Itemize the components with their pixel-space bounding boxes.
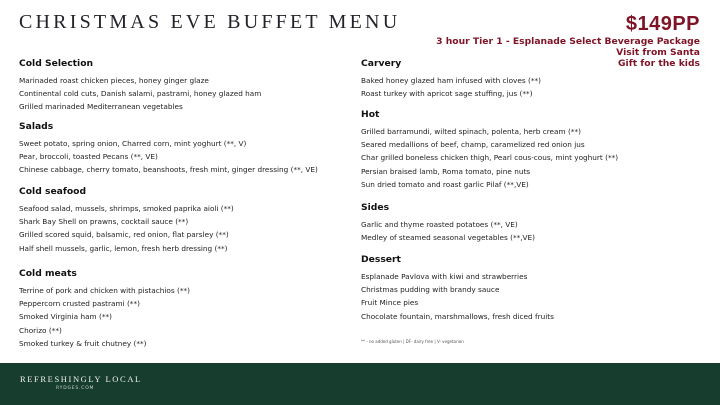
- section-heading: Cold meats: [19, 268, 77, 279]
- menu-item: Peppercorn crusted pastrami (**): [19, 299, 140, 309]
- section-dessert: [361, 254, 691, 323]
- menu-item: Grilled marinaded Mediterranean vegetables: [19, 102, 183, 112]
- section-cold-seafood: [19, 186, 349, 255]
- menu-item: Baked honey glazed ham infused with cloves (**): [361, 76, 541, 85]
- section-heading: Dessert: [361, 254, 401, 265]
- menu-item: Christmas pudding with brandy sauce: [361, 285, 500, 295]
- menu-item: Continental cold cuts, Danish salami, pastrami, honey glazed ham: [19, 89, 262, 99]
- brand-tagline: REFRESHINGLY LOCAL: [20, 374, 142, 384]
- section-heading: Sides: [361, 202, 390, 213]
- offer-beverage-package: 3 hour Tier 1 - Esplanade Select Beverage Package: [436, 36, 700, 47]
- menu-item: Seafood salad, mussels, shrimps, smoked paprika aioli (**): [19, 204, 234, 213]
- menu-item: Garlic and thyme roasted potatoes (**, VE): [361, 220, 518, 229]
- section-sides: [361, 202, 691, 244]
- menu-item: Chocolate fountain, marshmallows, fresh diced fruits: [361, 311, 554, 321]
- menu-item: Esplanade Pavlova with kiwi and strawberries: [361, 272, 528, 281]
- section-heading: Salads: [19, 121, 54, 132]
- menu-item: Medley of steamed seasonal vegetables (**,VE): [361, 233, 536, 243]
- menu-item: Sweet potato, spring onion, Charred corn, mint yoghurt (**, V): [19, 139, 247, 148]
- menu-item: Roast turkey with apricot sage stuffing, jus (**): [361, 89, 533, 99]
- menu-item: Chinese cabbage, cherry tomato, beanshoots, fresh mint, ginger dressing (**, VE): [19, 165, 318, 175]
- menu-item: Half shell mussels, garlic, lemon, fresh herb dressing (**): [19, 243, 228, 253]
- menu-item: Shark Bay Shell on prawns, cocktail sauce (**): [19, 217, 189, 227]
- section-cold-selection: [19, 58, 349, 114]
- section-hot: [361, 109, 691, 191]
- dietary-footnote: ** - no added gluten | DF- dairy free | V- vegetarian: [361, 339, 464, 344]
- menu-item: Fruit Mince pies: [361, 298, 419, 308]
- section-cold-meats: [19, 268, 349, 350]
- menu-item: Grilled scored squid, balsamic, red onion, flat parsley (**): [19, 230, 229, 240]
- menu-item: Char grilled boneless chicken thigh, Pearl cous-cous, mint yoghurt (**): [361, 153, 619, 163]
- section-salads: [19, 121, 349, 177]
- menu-item: Smoked turkey & fruit chutney (**): [19, 338, 147, 348]
- menu-item: Pear, broccoli, toasted Pecans (**, VE): [19, 152, 158, 162]
- menu-item: Seared medallions of beef, champ, caramelized red onion jus: [361, 140, 585, 150]
- section-heading: Hot: [361, 109, 380, 120]
- footer-bar: [0, 363, 720, 405]
- menu-item: Persian braised lamb, Roma tomato, pine nuts: [361, 166, 531, 176]
- section-heading: Cold seafood: [19, 186, 87, 197]
- price: $149PP: [625, 13, 700, 35]
- menu-item: Terrine of pork and chicken with pistachios (**): [19, 286, 190, 295]
- offer-santa-visit: Visit from Santa: [616, 47, 700, 58]
- menu-item: Grilled barramundi, wilted spinach, polenta, herb cream (**): [361, 127, 581, 136]
- offer-kids-gift: Gift for the kids: [618, 58, 700, 69]
- menu-item: Chorizo (**): [19, 325, 62, 335]
- menu-item: Marinaded roast chicken pieces, honey ginger glaze: [19, 76, 209, 85]
- section-heading: Carvery: [361, 58, 402, 69]
- menu-item: Sun dried tomato and roast garlic Pilaf (**,VE): [361, 179, 529, 189]
- menu-title: CHRISTMAS EVE BUFFET MENU: [19, 11, 401, 33]
- menu-item: Smoked Virginia ham (**): [19, 312, 112, 322]
- section-heading: Cold Selection: [19, 58, 94, 69]
- section-carvery: [361, 58, 691, 100]
- brand-url: RYDGES.COM: [56, 386, 95, 391]
